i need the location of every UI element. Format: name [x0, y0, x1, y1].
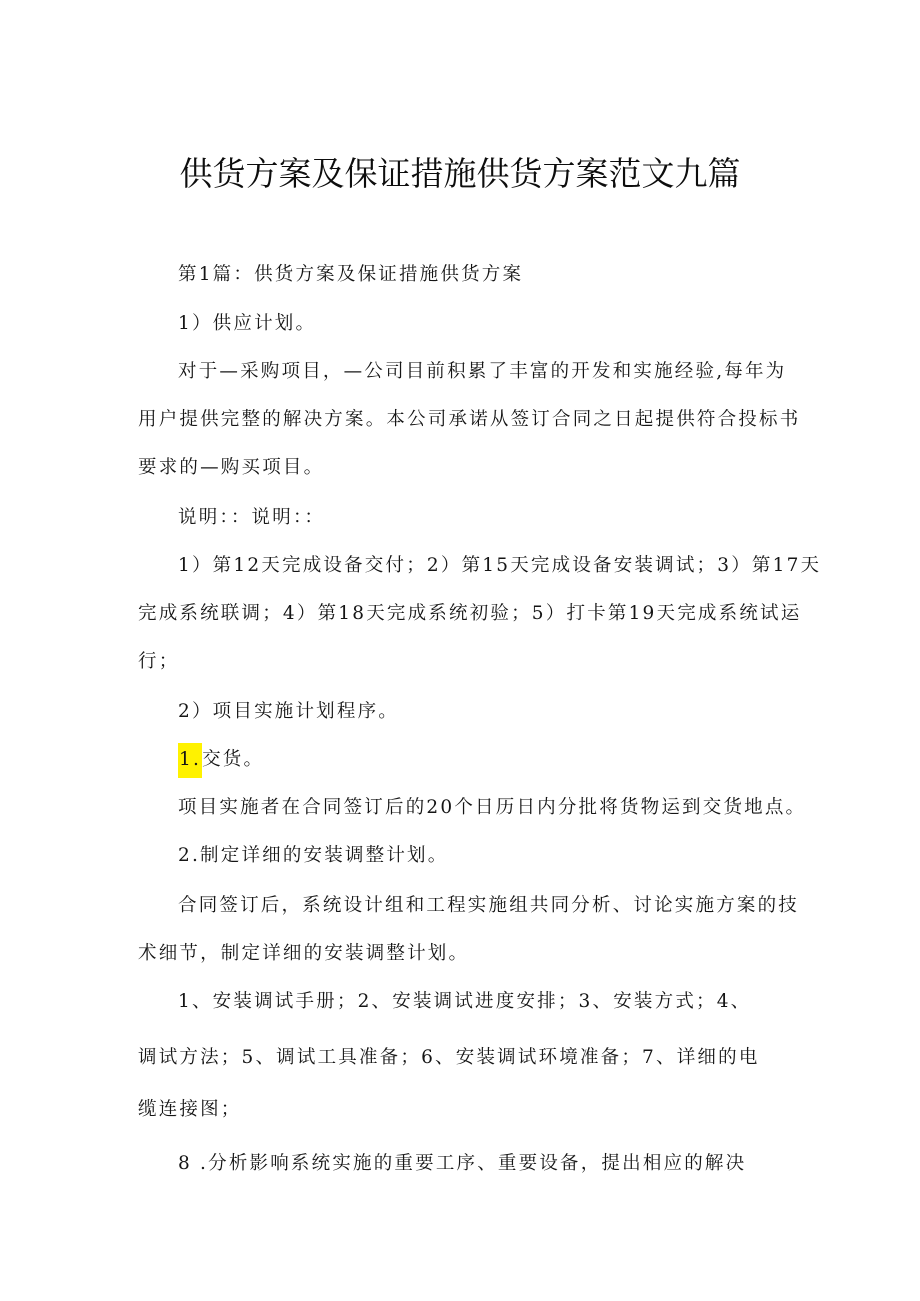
paragraph-line: 说明：：说明：： — [178, 507, 326, 528]
paragraph-line: 用户提供完整的解决方案。本公司承诺从签订合同之日起提供符合投标书 — [138, 409, 801, 430]
paragraph-line: 完成系统联调；4）第18天完成系统初验；5）打卡第19天完成系统试运 — [138, 603, 802, 624]
paragraph-line: 行； — [138, 651, 180, 672]
paragraph-line: 合同签订后，系统设计组和工程实施组共同分析、讨论实施方案的技 — [178, 895, 800, 916]
list-item — [178, 745, 264, 775]
section-heading: 2）项目实施计划程序。 — [178, 701, 399, 722]
list-item: 2.制定详细的安装调整计划。 — [178, 845, 449, 866]
document-title: 供货方案及保证措施供货方案范文九篇 — [179, 154, 741, 193]
chapter-heading: 第1篇：供货方案及保证措施供货方案 — [178, 264, 524, 285]
highlighted-number: 1. — [178, 743, 202, 778]
paragraph-line: 要求的—购买项目。 — [138, 457, 325, 478]
list-item-label: 交货。 — [202, 749, 265, 770]
section-heading: 1）供应计划。 — [178, 313, 317, 334]
paragraph-line: 1）第12天完成设备交付；2）第15天完成设备安装调试；3）第17天 — [178, 555, 822, 576]
paragraph-line: 1、安装调试手册；2、安装调试进度安排；3、安装方式；4、 — [178, 991, 752, 1012]
paragraph-line: 调试方法；5、调试工具准备；6、安装调试环境准备；7、详细的电 — [138, 1047, 760, 1068]
list-item: 8 .分析影响系统实施的重要工序、重要设备，提出相应的解决 — [178, 1153, 747, 1174]
paragraph-line: 缆连接图； — [138, 1099, 242, 1120]
paragraph-line: 项目实施者在合同签订后的20个日历日内分批将货物运到交货地点。 — [178, 797, 807, 818]
paragraph-line: 对于—采购项目，—公司目前积累了丰富的开发和实施经验,每年为 — [178, 361, 787, 382]
paragraph-line: 术细节，制定详细的安装调整计划。 — [138, 943, 470, 964]
